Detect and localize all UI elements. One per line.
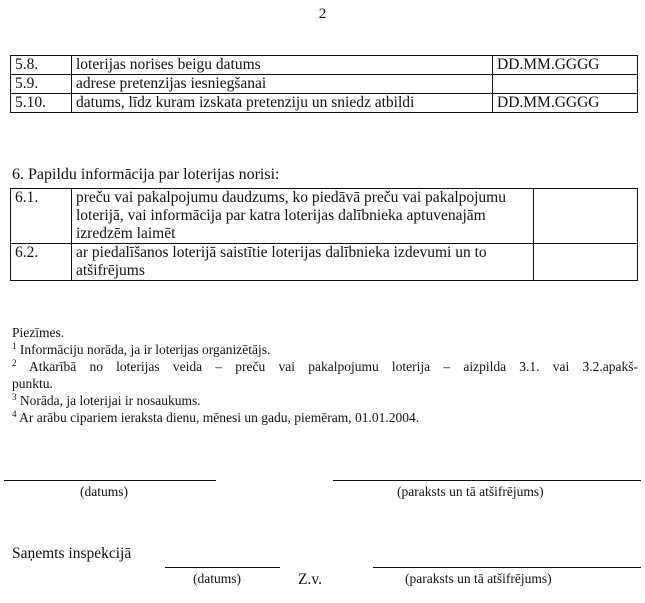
row-value[interactable]: DD.MM.GGGG	[493, 56, 638, 75]
row-number: 5.10.	[11, 94, 72, 113]
note-item	[12, 341, 638, 358]
note-text: Informāciju norāda, ja ir loterijas organizētājs.	[19, 342, 271, 357]
table-row	[11, 56, 638, 75]
inspection-label: Saņemts inspekcijā	[12, 545, 132, 562]
inspection-date-line[interactable]	[165, 567, 280, 568]
table-row	[11, 244, 638, 281]
date-caption: (datums)	[80, 484, 128, 499]
row-value[interactable]	[534, 189, 638, 244]
stamp-mark: Z.v.	[298, 571, 322, 588]
signature-line[interactable]	[333, 480, 641, 481]
row-number: 5.9.	[11, 75, 72, 94]
inspection-signature-line[interactable]	[373, 567, 641, 568]
row-value[interactable]: DD.MM.GGGG	[493, 94, 638, 113]
row-label: loterijas norises beigu datums	[72, 56, 493, 75]
table-row	[11, 94, 638, 113]
table-row	[11, 75, 638, 94]
note-item-continuation: punktu.	[12, 376, 53, 391]
note-mark: 4	[12, 409, 17, 419]
note-item	[12, 392, 638, 409]
additional-info-table	[10, 188, 638, 281]
inspection-date-caption: (datums)	[193, 571, 241, 586]
row-number: 5.8.	[11, 56, 72, 75]
row-label: preču vai pakalpojumu daudzums, ko piedāvā preču vai pakalpojumu loterijā, vai informācija par katra loterijas dalībnieka aptuvenajām izredzēm laimēt	[72, 189, 534, 244]
date-line[interactable]	[4, 480, 216, 481]
section-title: 6. Papildu informācija par loterijas norisi:	[12, 166, 280, 183]
note-item	[12, 409, 638, 426]
note-item	[12, 358, 638, 375]
row-value[interactable]	[493, 75, 638, 94]
row-label: ar piedalīšanos loterijā saistītie loterijas dalībnieka izdevumi un to atšifrējums	[72, 244, 534, 281]
row-label: adrese pretenzijas iesniegšanai	[72, 75, 493, 94]
note-text: Atkarībā no loterijas veida – preču vai pakalpojumu loterija – aizpilda 3.1. vai 3.2.apakš-	[28, 359, 638, 374]
row-value[interactable]	[534, 244, 638, 281]
note-text: Ar arābu cipariem ieraksta dienu, mēnesi un gadu, piemēram, 01.01.2004.	[19, 410, 420, 425]
note-mark: 2	[12, 358, 17, 368]
notes	[12, 324, 638, 426]
row-label: datums, līdz kuram izskata pretenziju un sniedz atbildi	[72, 94, 493, 113]
table-row	[11, 189, 638, 244]
deadline-table	[10, 55, 638, 113]
page-number: 2	[318, 6, 327, 22]
inspection-signature-caption: (paraksts un tā atšifrējums)	[405, 571, 552, 586]
signature-caption: (paraksts un tā atšifrējums)	[397, 484, 544, 499]
note-text: Norāda, ja loterijai ir nosaukums.	[19, 393, 201, 408]
row-number: 6.1.	[11, 189, 72, 244]
note-mark: 3	[12, 392, 17, 402]
notes-heading: Piezīmes.	[12, 325, 65, 340]
row-number: 6.2.	[11, 244, 72, 281]
note-mark: 1	[12, 341, 17, 351]
